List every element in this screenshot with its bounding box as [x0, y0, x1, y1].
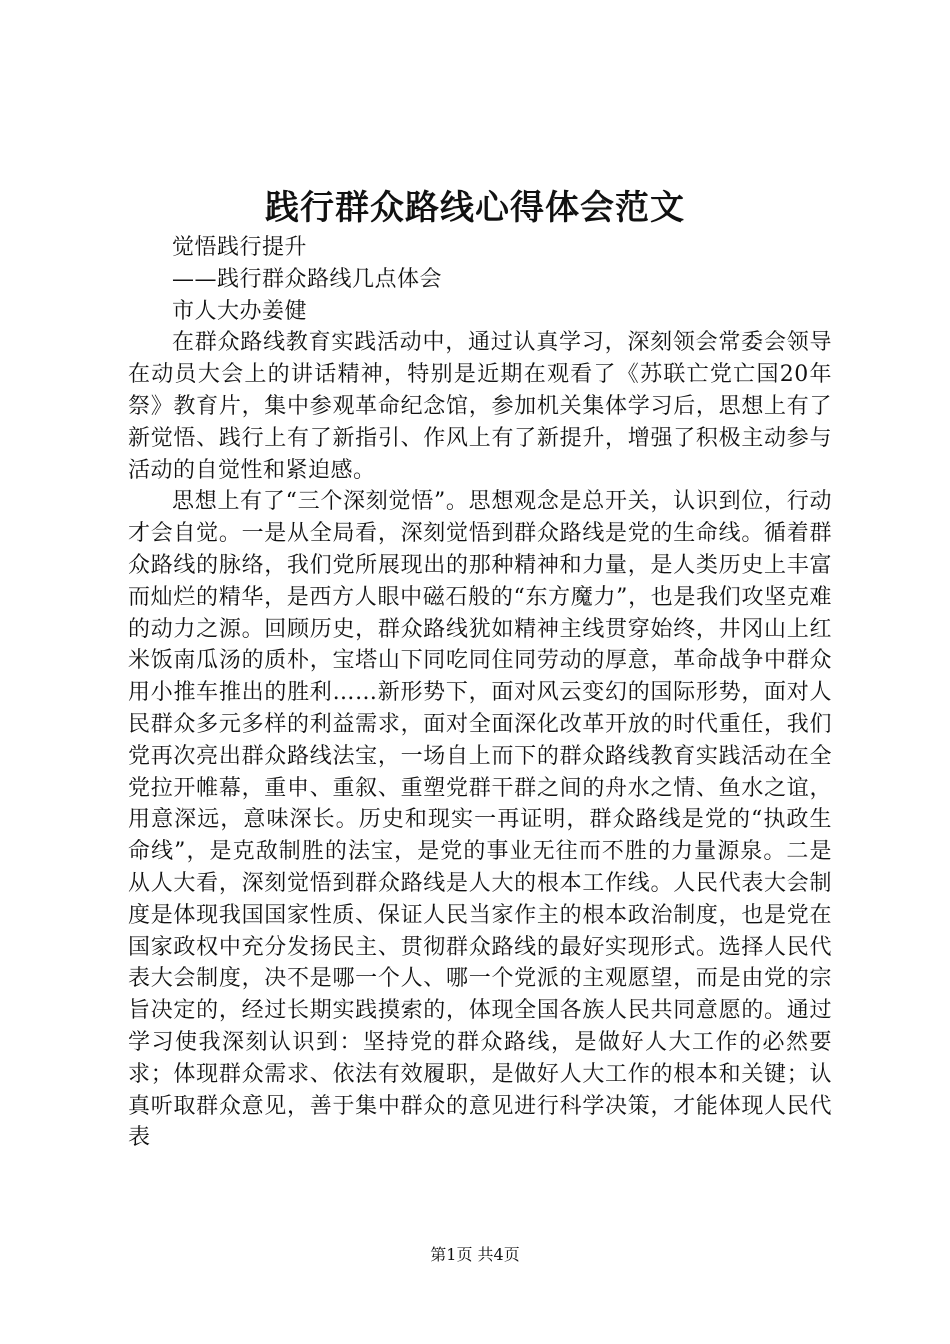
document-title: 践行群众路线心得体会范文 [265, 188, 685, 228]
page-indicator: 第1页 共4页 [430, 1245, 520, 1264]
subtitle-line: ——践行群众路线几点体会 [172, 266, 443, 292]
author-line: 市人大办姜健 [172, 298, 308, 324]
document-body [128, 232, 832, 1154]
subtitle-line: 觉悟践行提升 [172, 235, 308, 260]
body-paragraph: 在群众路线教育实践活动中，通过认真学习，深刻领会常委会领导在动员大会上的讲话精神，特别是近期在观看了《苏联亡党亡国20年祭》教育片，集中参观革命纪念馆，参加机关集体学习后，思想上有了新觉悟、践行上有了新指引、作风上有了新提升，增强了积极主动参与活动的自觉性和紧迫感。 [128, 330, 832, 483]
body-paragraph: 思想上有了“三个深刻觉悟”。思想观念是总开关，认识到位，行动才会自觉。一是从全局看，深刻觉悟到群众路线是党的生命线。循着群众路线的脉络，我们党所展现出的那种精神和力量，是人类历史上丰富而灿烂的精华，是西方人眼中磁石般的“东方魔力”，也是我们攻坚克难的动力之源。回顾历史，群众路线犹如精神主线贯穿始终，井冈山上红米饭南瓜汤的质朴，宝塔山下同吃同住同劳动的厚意，革命战争中群众用小推车推出的胜利……新形势下，面对风云变幻的国际形势，面对人民群众多元多样的利益需求，面对全面深化改革开放的时代重任，我们党再次亮出群众路线法宝，一场自上而下的群众路线教育实践活动在全党拉开帷幕，重申、重叙、重塑党群干群之间的舟水之情、鱼水之谊，用意深远，意味深长。历史和现实一再证明，群众路线是党的“执政生命线”，是克敌制胜的法宝，是党的事业无往而不胜的力量源泉。二是从人大看，深刻觉悟到群众路线是人大的根本工作线。人民代表大会制度是体现我国国家性质、保证人民当家作主的根本政治制度，也是党在国家政权中充分发扬民主、贯彻群众路线的最好实现形式。选择人民代表大会制度，决不是哪一个人、哪一个党派的主观愿望，而是由党的宗旨决定的，经过长期实践摸索的，体现全国各族人民共同意愿的。通过学习使我深刻认识到：坚持党的群众路线，是做好人大工作的必然要求；体现群众需求、依法有效履职，是做好人大工作的根本和关键；认真听取群众意见，善于集中群众的意见进行科学决策，才能体现人民代表 [128, 489, 832, 1151]
